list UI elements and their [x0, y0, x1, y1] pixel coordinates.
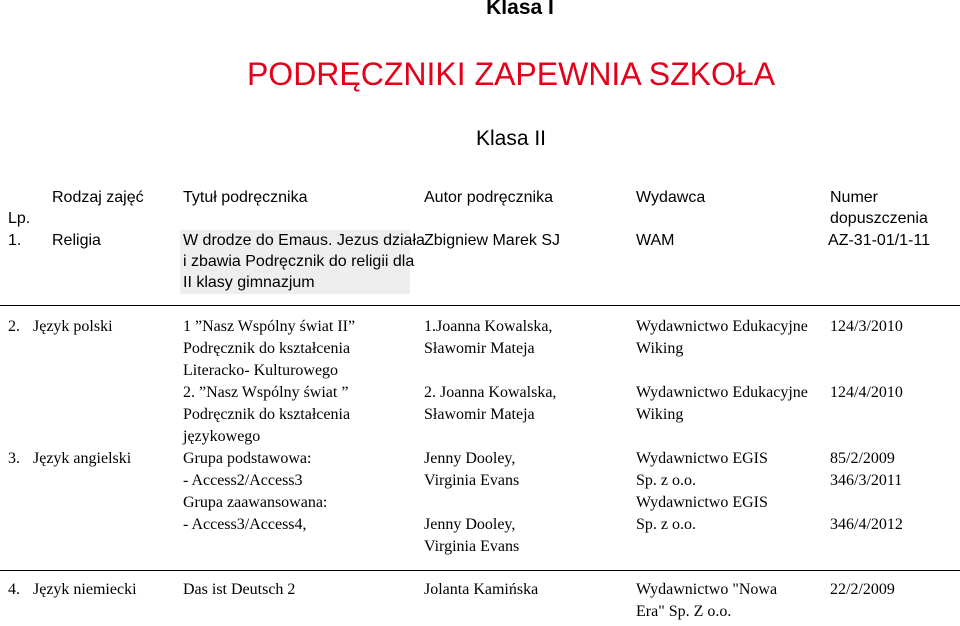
row2-publisher-line4: Wiking: [636, 406, 684, 423]
row2-subject: Język polski: [33, 318, 113, 335]
header-number-line2: dopuszczenia: [830, 210, 928, 227]
row3-title-line2: - Access2/Access3: [183, 472, 303, 489]
header-subject: Rodzaj zajęć: [52, 189, 144, 206]
row2-author-line4: Sławomir Mateja: [424, 406, 535, 423]
header-author: Autor podręcznika: [424, 189, 553, 206]
row1-number: AZ-31-01/1-11: [828, 232, 930, 249]
row3-author-line2: Virginia Evans: [424, 472, 520, 489]
row3-subject: Język angielski: [33, 450, 132, 467]
row2-author-line2: Sławomir Mateja: [424, 340, 535, 357]
row1-title-line2: i zbawia Podręcznik do religii dla: [183, 253, 415, 270]
row2-author-line1: 1.Joanna Kowalska,: [424, 318, 553, 335]
row2-publisher-line3: Wydawnictwo Edukacyjne: [636, 384, 808, 401]
row3-author-line3: Jenny Dooley,: [424, 516, 516, 533]
row2-author-line3: 2. Joanna Kowalska,: [424, 384, 557, 401]
row4-title: Das ist Deutsch 2: [183, 581, 296, 598]
header-number-line1: Numer: [830, 189, 879, 206]
row3-lp: 3.: [8, 450, 20, 467]
row2-title-line5: Podręcznik do kształcenia: [183, 406, 351, 423]
row3-publisher-line3: Wydawnictwo EGIS: [636, 494, 768, 511]
row3-publisher-line2: Sp. z o.o.: [636, 472, 696, 489]
row2-publisher-line2: Wiking: [636, 340, 684, 357]
row4-publisher-line2: Era" Sp. Z o.o.: [636, 603, 732, 620]
row4-number: 22/2/2009: [830, 581, 895, 598]
row2-number-2: 124/4/2010: [830, 384, 903, 401]
row2-title-line3: Literacko- Kulturowego: [183, 362, 339, 379]
row-divider-1: [0, 305, 960, 306]
row1-title-line1: W drodze do Emaus. Jezus działa: [183, 232, 425, 249]
row1-lp: 1.: [8, 232, 22, 249]
row-divider-2: [0, 570, 960, 571]
row2-title-line1: 1 ”Nasz Wspólny świat II”: [183, 318, 356, 335]
row1-title-line3: II klasy gimnazjum: [183, 274, 315, 291]
row2-lp: 2.: [8, 318, 20, 335]
row2-publisher-line1: Wydawnictwo Edukacyjne: [636, 318, 808, 335]
row2-title-line2: Podręcznik do kształcenia: [183, 340, 351, 357]
row3-publisher-line4: Sp. z o.o.: [636, 516, 696, 533]
row3-number-3: 346/4/2012: [830, 516, 903, 533]
page-sub-title: Klasa II: [475, 127, 547, 150]
row3-number-1: 85/2/2009: [830, 450, 895, 467]
header-title: Tytuł podręcznika: [183, 189, 308, 206]
row4-subject: Język niemiecki: [33, 581, 137, 598]
row3-title-line1: Grupa podstawowa:: [183, 450, 312, 467]
row1-author: Zbigniew Marek SJ: [424, 232, 561, 249]
header-lp: Lp.: [8, 210, 31, 227]
row4-lp: 4.: [8, 581, 20, 598]
row3-title-line4: - Access3/Access4,: [183, 516, 307, 533]
row3-author-line4: Virginia Evans: [424, 538, 520, 555]
row2-title-line4: 2. ”Nasz Wspólny świat ”: [183, 384, 349, 401]
row1-subject: Religia: [52, 232, 101, 249]
header-publisher: Wydawca: [636, 189, 706, 206]
row4-author: Jolanta Kamińska: [424, 581, 539, 598]
row2-number-1: 124/3/2010: [830, 318, 903, 335]
row1-publisher: WAM: [636, 232, 675, 249]
row2-title-line6: językowego: [183, 428, 261, 445]
row3-number-2: 346/3/2011: [830, 472, 903, 489]
row3-title-line3: Grupa zaawansowana:: [183, 494, 328, 511]
row3-publisher-line1: Wydawnictwo EGIS: [636, 450, 768, 467]
row3-author-line1: Jenny Dooley,: [424, 450, 516, 467]
page-main-title: PODRĘCZNIKI ZAPEWNIA SZKOŁA: [246, 56, 776, 92]
row4-publisher-line1: Wydawnictwo "Nowa: [636, 581, 778, 598]
page-top-title: Klasa I: [486, 0, 554, 19]
